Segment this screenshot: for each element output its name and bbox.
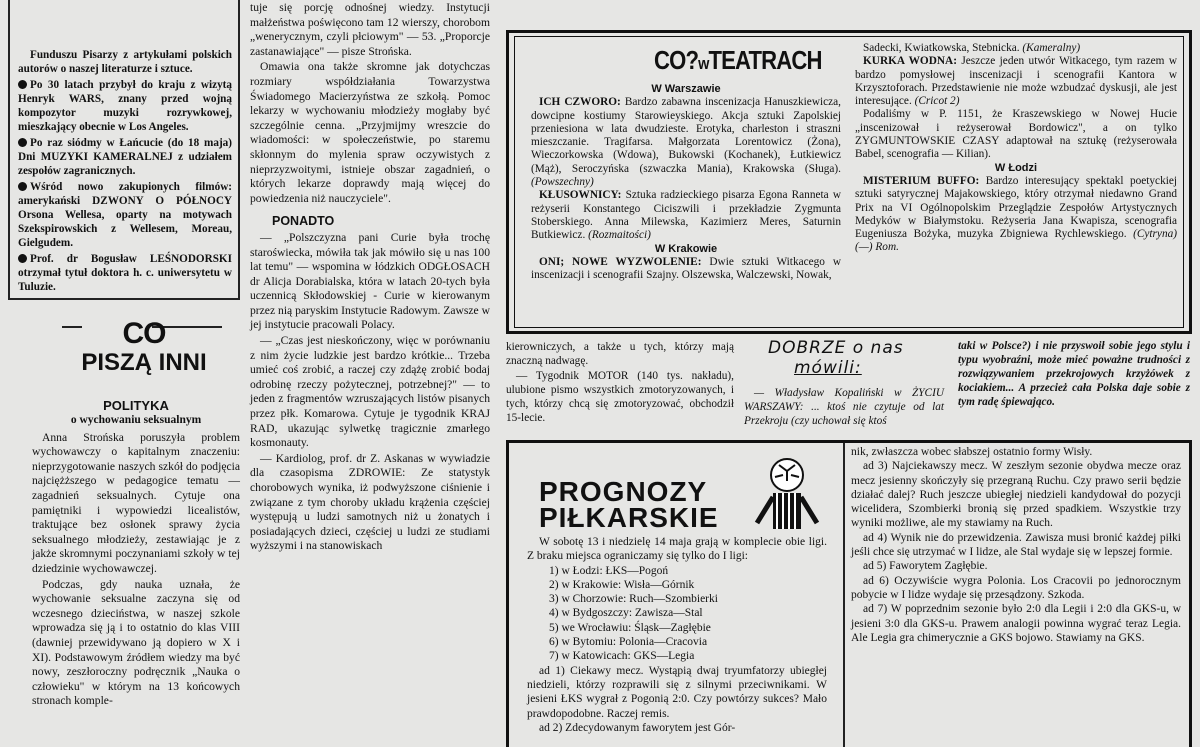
theatre-venue: (Cytryna) (—) Rom. — [855, 228, 1177, 254]
article-column-3 — [250, 1, 490, 555]
prognozy-paragraph: ad 6) Oczywiście wygra Polonia. Los Cracovii po jednorocznym pobycie w I lidze wydaje się przesądzony. Szkoda. — [851, 574, 1181, 601]
theatre-venue: (Rozmaitości) — [588, 229, 651, 242]
polityka-heading: POLITYKA — [103, 398, 169, 413]
news-note — [18, 180, 232, 250]
prognozy-box — [506, 440, 1192, 747]
news-note — [18, 78, 232, 134]
prognozy-title — [539, 476, 719, 533]
theatre-city: W Warszawie — [651, 83, 721, 95]
theatre-entry — [531, 189, 841, 242]
article-paragraph: tuje się porcję odnośnej wiedzy. Instytucji małżeństwa poświęcono tam 12 wierszy, chorobom „wenerycznym, czyli płciowym" — 53. „Proporcje zastanawiające" — pisze Strońska. — [250, 1, 490, 58]
news-note-text: Prof. dr Bogusław LEŚNODORSKI otrzymał tytuł doktora h. c. uniwersytetu w Tuluzie. — [18, 253, 232, 293]
co-pisza-inni-heading — [64, 318, 224, 376]
theatre-entry — [855, 42, 1177, 55]
dobrze-line1: DOBRZE o nas — [768, 338, 904, 358]
prognozy-paragraph: ad 3) Najciekawszy mecz. W zeszłym sezonie obydwa mecze oraz mecz jesienny skończyły się przegraną Ruchu. Czy prawo serii będzie działać dalej? Ruch jeszcze ubiegłej niedzieli kandydował do pozycji wicelidera, Szombierki bronią się przed spadkiem. Wszystkie trzy wyniki możliwe, ale my stawiamy na Ruch. — [851, 460, 1181, 530]
play-description: Dwie sztuki Witkacego w inscenizacji i scenografii Szajny. Olszewska, Walczewski, Nowak, — [531, 255, 841, 282]
bullet-dot-icon — [18, 254, 27, 263]
prognozy-divider — [843, 443, 845, 747]
match-item: 6) w Bytomiu: Polonia—Cracovia — [549, 636, 708, 649]
news-note — [18, 48, 232, 76]
match-item: 2) w Krakowie: Wisła—Górnik — [549, 578, 695, 591]
prognozy-title-line1: PROGNOZY — [539, 476, 708, 507]
theatre-venue: (Cricot 2) — [914, 95, 960, 108]
news-note — [18, 252, 232, 294]
play-description: Sztuka radzieckiego pisarza Egona Ranneta w reżyserii Konstantego Ciciszwili i przekładzie Zygmunta Stoberskiego. Anna Milewska, Kazimierz Meres, Saturnin Butkiewicz. — [531, 189, 841, 242]
theatre-title-co: CO? — [654, 45, 699, 75]
polityka-subheading: o wychowaniu seksualnym — [70, 414, 202, 426]
play-description: Podaliśmy w P. 1151, że Kraszewskiego w Nowej Hucie „inscenizował i reżyserował Bordowicz", a on tylko ZYGMUNTOWSKIE CZASY adaptował na sztukę (reżyserowała Babel, scenografia — Kilian). — [855, 108, 1177, 161]
play-description: Bardzo zabawna inscenizacja Hanuszkiewicza, dowcipne kostiumy Starowieyskiego. Akcja sztuki Zapolskiej przeniesiona w lata dwudzieste. Erotyka, charleston i straszni mieszczanie. Tragifarsa. Małgorzata Lorentowicz (Żona), Wieczorkowska (Wdowa), Bukowski (Kochanek), Łutkiewicz (Mąż), Seroczyńska (szwaczka Mania), Krakowska (Sługa). — [531, 96, 841, 175]
przekroj-quote: taki w Polsce?) i nie przyswoił sobie jego stylu i typu wyobraźni, może mieć poważne trudności z rozwiązywaniem przekrojowych krzyżówek z kociakiem... A przecież cała Polska daje sobie z tym radę śpiewająco. — [958, 340, 1190, 408]
theatre-entry — [855, 175, 1177, 255]
polityka-paragraph: Podczas, gdy nauka uznała, że wychowanie seksualne zaczyna się od wczesnego dzieciństwa, w naszej szkole wprowadza się ją i to ostatnio do klas VIII (dawniej przewidywano ją dopiero w X i XI). Podstawowym źródłem wiedzy ma być nowy, zeszłoroczny podręcznik „Nauka o człowieku" w którym na 13 końcowych stronach komple- — [32, 577, 240, 708]
middle-paragraph: kierowniczych, a także u tych, którzy mają znaczną nadwagę. — [506, 341, 734, 367]
ponadto-heading: PONADTO — [272, 214, 335, 229]
match-item: 4) w Bydgoszczy: Zawisza—Stal — [549, 607, 703, 620]
theatre-column-right — [855, 42, 1177, 255]
play-description: Jeszcze jeden utwór Witkacego, tym razem w bardzo pomysłowej inscenizacji i scenografii Kantora w Krzysztoforach. Przedstawienie nie może wzbudzać dyskusji, ale jest interesujące. — [855, 55, 1177, 108]
play-title: KURKA WODNA: — [863, 55, 962, 68]
news-note — [18, 136, 232, 178]
match-item: 3) w Chorzowie: Ruch—Szombierki — [549, 593, 718, 606]
football-player-icon — [745, 453, 829, 533]
middle-paragraph: — Tygodnik MOTOR (140 tys. nakładu), ulubione pismo wszystkich zmotoryzowanych, i tych, którzy chcą się zmotoryzować, obchodził 15-lecie. — [506, 370, 734, 424]
news-note-text: Wśród nowo zakupionych filmów: amerykański DZWONY O PÓŁNOCY Orsona Wellesa, oparty na motywach Szekspirowskich z Wellesem, Moreau, Gielgudem. — [18, 181, 232, 249]
co-pisza-inni-line1: CO — [122, 317, 166, 350]
prognozy-ad1: ad 1) Ciekawy mecz. Wystąpią dwaj tryumfatorzy ubiegłej niedzieli, którzy rozprawili się z silnymi przeciwnikami. W jesieni ŁKS wygrał z Pogonią 2:0. Czy powtórzy sukces? Mało prawdopodobne. Raczej remis. — [527, 664, 827, 720]
prognozy-ad2: ad 2) Zdecydowanym faworytem jest Gór- — [539, 721, 736, 734]
theatre-title-rest: TEATRACH — [708, 45, 822, 75]
polityka-paragraph: Anna Strońska poruszyła problem wychowawczy o kapitalnym znaczeniu: nieprzygotowanie naszych szkół do podjęcia najciężższego w pedagogice tematu — zagadnień seksualnych. Cytuje ona pamiętniki i wypowiedzi licealistów, traktujące bez osłonek sprawy życia seksualnego młodzieży, zestawiając je z jakże skromnymi poczynaniami szkoły w tej dziedzinie wychowawczej. — [32, 430, 240, 575]
prognozy-paragraph: nik, zwłaszcza wobec słabszej ostatnio formy Wisły. — [851, 446, 1093, 458]
match-item: 1) w Łodzi: ŁKS—Pogoń — [549, 564, 669, 577]
theatre-column-left — [531, 83, 841, 282]
theatre-city: W Łodzi — [994, 161, 1038, 174]
prognozy-column-left — [527, 535, 827, 735]
match-item: 7) w Katowicach: GKS—Legia — [549, 650, 695, 663]
prognozy-paragraph: ad 7) W poprzednim sezonie było 2:0 dla Legii i 2:0 dla GKS-u, w jesieni 3:0 dla GKS-u. Prawem analogii powinna wygrać teraz Legia. Ale Legia gra chimerycznie a GKS bojowo. Stawiamy na GKS. — [851, 603, 1181, 644]
theatre-venue: (Powszechny) — [531, 176, 594, 189]
theatre-title — [654, 45, 822, 76]
polityka-column — [32, 398, 240, 710]
news-note-text: Po 30 latach przybył do kraju z wizytą Henryk WARS, znany przed wojną kompozytor muzyki rozrywkowej, mieszkający obecnie w Los Angeles. — [18, 79, 232, 133]
ponadto-paragraph: — „Polszczyzna pani Curie była trochę staroświecka, mówiła tak jak mówiło się u nas 100 lat temu" — wspomina w łódzkich ODGŁOSACH dr Alicja Dorabialska, która w latach 20-tych była uczennicą Skłodowskiej - Curie w kierowanym przez nią paryskim Instytucie Radowym. Zawsze w jej instytucie pracowali Polacy. — [250, 230, 490, 332]
play-description: Sadecki, Kwiatkowska, Stebnicka. — [863, 42, 1023, 54]
play-title: KŁUSOWNICY: — [539, 189, 626, 202]
news-notes-box — [8, 0, 240, 300]
theatre-entry — [531, 256, 841, 283]
co-pisza-inni-line2: PISZĄ INNI — [81, 349, 207, 376]
article-paragraph: Omawia ona także skromne jak dotychczas rozmiary współdziałania Towarzystwa Świadomego Macierzyństwa ze szkołą. Pomoc lekarzy w wychowaniu młodzieży mogłaby być szczególnie cenna. „Przyjmijmy wreszcie do wiadomości: w społeczeństwie, po staremu skłonnym do mylenia spraw oczywistych z nieprzyzwoitymi, istnieje obszar zagadnień, o których lekarze doprawdy mają więcej do powiedzenia niż nauczyciele". — [250, 60, 490, 205]
middle-column-b — [744, 386, 944, 429]
theatre-entry — [855, 108, 1177, 161]
news-note-text: Po raz siódmy w Łańcucie (do 18 maja) Dni MUZYKI KAMERALNEJ z udziałem zespołów zagranicznych. — [18, 137, 232, 177]
dobrze-line2: mówili: — [794, 358, 862, 378]
theatre-listings-box — [506, 30, 1192, 334]
prognozy-column-right — [851, 445, 1181, 645]
theatre-venue: (Kameralny) — [1022, 42, 1081, 54]
prognozy-intro: W sobotę 13 i niedzielę 14 maja grają w komplecie obie ligi. Z braku miejsca ograniczamy się tylko do I ligi: — [527, 536, 827, 563]
prognozy-paragraph: ad 5) Faworytem Zagłębie. — [863, 560, 988, 573]
ponadto-paragraph: — „Czas jest nieskończony, więc w porównaniu z nim życie ludzkie jest bardzo krótkie... Trzeba umieć coś zrobić, a raczej czy zdążę zrobić bodaj odrobinę rzeczy pożytecznej, potrzebnej?" — to jeden z fragmentów wzruszających listów pisanych przez płk. Komarowa. Cytuje je tygodnik KRAJ RAD, ukazując sylwetkę tragicznie zmarłego kosmonauty. — [250, 334, 490, 450]
play-description: Bardzo interesujący spektakl poetyckiej sztuki satyrycznej Majakowskiego, który otrzymał niedawno Grand Prix na VI Ogólnopolskim Przeglądzie Zespołów Artystycznych Medyków w Białymstoku. Reżyseria Jana Kwapisza, scenografia Eugeniusza Bożyka, muzyka Zbigniewa Rychlewskiego. — [855, 174, 1178, 241]
bullet-dot-icon — [18, 182, 27, 191]
middle-column-a — [506, 340, 734, 426]
theatre-title-w: w — [698, 54, 709, 73]
news-note-text: Funduszu Pisarzy z artykułami polskich autorów o naszej literaturze i sztuce. — [18, 49, 232, 75]
play-title: ONI; NOWE WYZWOLENIE: — [539, 255, 710, 268]
kopalinski-quote: — Władysław Kopaliński w ŻYCIU WARSZAWY: ... ktoś nie czytuje od lat Przekroju (czy uchował się ktoś — [744, 387, 944, 427]
prognozy-title-line2: PIŁKARSKIE — [539, 502, 719, 533]
play-title: MISTERIUM BUFFO: — [863, 174, 986, 187]
bullet-dot-icon — [18, 80, 27, 89]
match-list — [549, 564, 827, 664]
ponadto-paragraph: — Kardiolog, prof. dr Z. Askanas w wywiadzie dla czasopisma ZDROWIE: Ze statystyk chorobowych wynika, iż podwyższone ciśnienie i związane z tym choroby układu krążenia częściej występują u ludzi samotnych niż u żonatych i posiadających dzieci, częściej u ludzi ze studiami wyższymi i na stanowiskach — [250, 451, 490, 553]
bullet-dot-icon — [18, 138, 27, 147]
theatre-city: W Krakowie — [654, 242, 718, 255]
play-title: ICH CZWORO: — [539, 96, 625, 109]
dobrze-o-nas-heading — [768, 338, 938, 378]
match-item: 5) we Wrocławiu: Śląsk—Zagłębie — [549, 621, 711, 634]
middle-column-c — [958, 339, 1190, 410]
theatre-entry — [531, 96, 841, 189]
prognozy-paragraph: ad 4) Wynik nie do przewidzenia. Zawisza musi bronić każdej piłki jeśli chce się utrzymać w I lidze, ale Stal wydaje się w lepszej formie. — [851, 531, 1181, 559]
theatre-entry — [855, 55, 1177, 108]
